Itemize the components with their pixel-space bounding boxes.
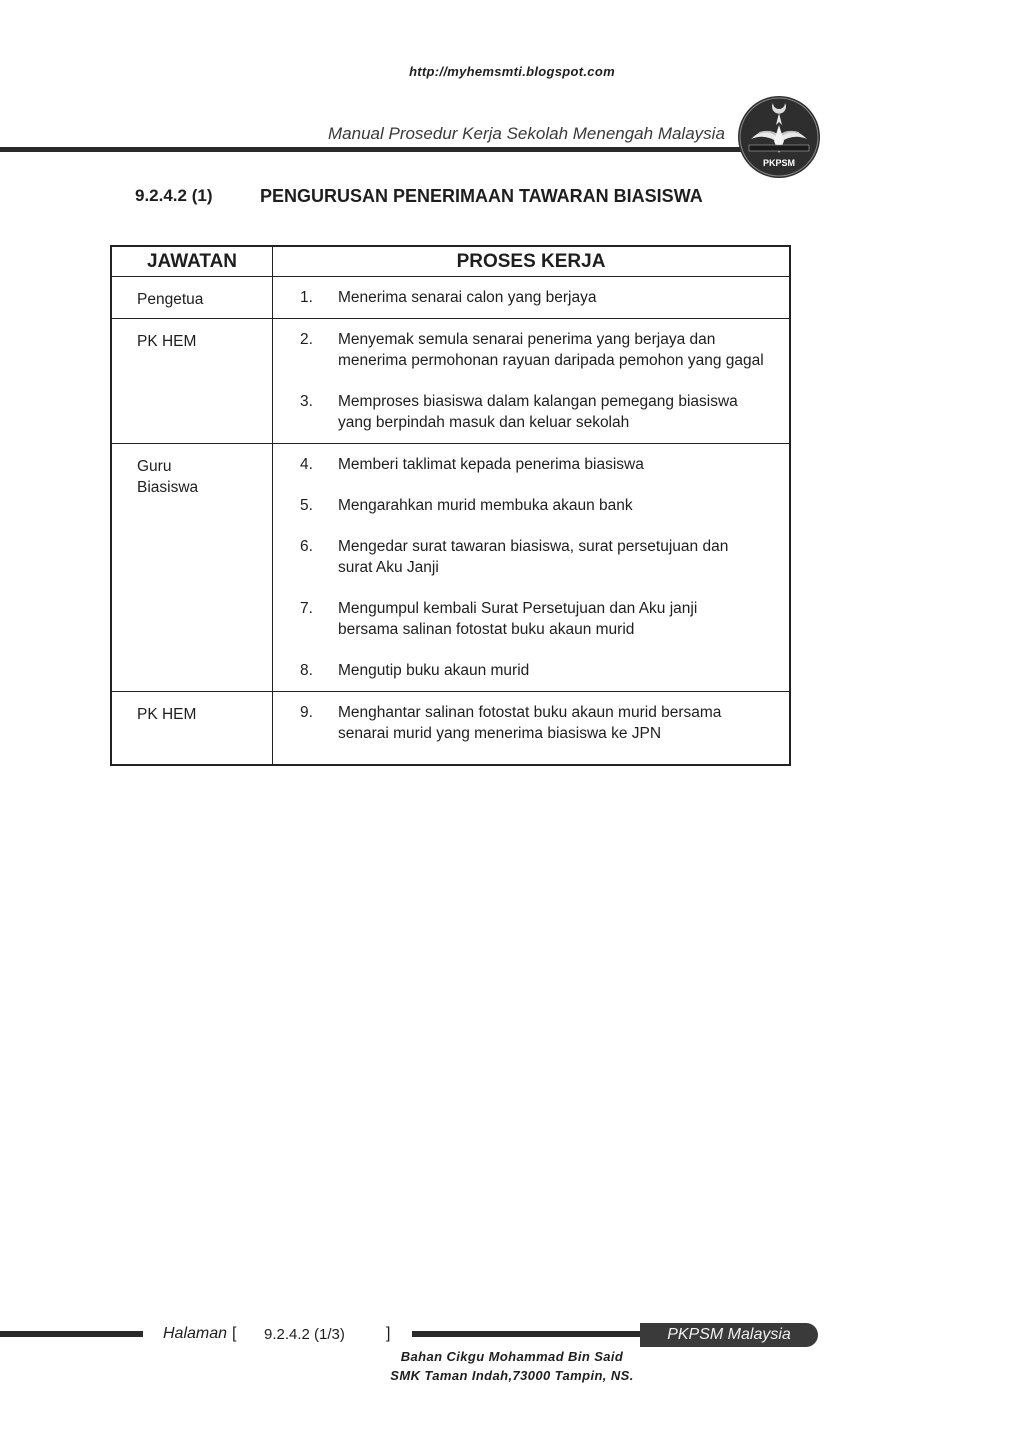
process-step <box>273 329 789 371</box>
footer-brand: PKPSM Malaysia <box>640 1323 818 1347</box>
step-line: Mengarahkan murid membuka akaun bank <box>338 497 633 514</box>
table-row <box>111 277 790 319</box>
step-line: yang berpindah masuk dan keluar sekolah <box>338 414 630 431</box>
pkpsm-logo <box>737 95 821 179</box>
footer-rule-left <box>0 1331 143 1337</box>
role-text <box>112 444 272 498</box>
table-row <box>111 444 790 692</box>
step-line: Menerima senarai calon yang berjaya <box>338 289 597 306</box>
step-text <box>338 454 778 475</box>
role-text <box>112 692 272 725</box>
step-line: senarai murid yang menerima biasiswa ke JPN <box>338 725 662 742</box>
header-rule <box>0 147 760 152</box>
table-header-row <box>111 246 790 277</box>
role-cell <box>111 692 273 766</box>
section-title: PENGURUSAN PENERIMAAN TAWARAN BIASISWA <box>260 186 703 206</box>
step-number: 1. <box>300 289 313 306</box>
page-bracket-open: [ <box>232 1325 237 1342</box>
step-text <box>338 660 778 681</box>
step-number: 7. <box>300 600 313 617</box>
credit-author: Bahan Cikgu Mohammad Bin Said <box>400 1349 624 1364</box>
page-bracket-close: ] <box>386 1325 391 1342</box>
step-line: Menghantar salinan fotostat buku akaun murid bersama <box>338 704 722 721</box>
step-number: 9. <box>300 704 313 721</box>
header-proses-kerja: PROSES KERJA <box>273 246 791 277</box>
role-line: PK HEM <box>137 333 197 350</box>
procedure-table <box>110 245 791 766</box>
role-line: Biasiswa <box>137 479 199 496</box>
step-number: 6. <box>300 538 313 555</box>
footer-rule-right <box>412 1331 652 1337</box>
step-line: Mengumpul kembali Surat Persetujuan dan Aku janji <box>338 600 698 617</box>
process-cell <box>273 277 791 319</box>
step-line: Memproses biasiswa dalam kalangan pemegang biasiswa <box>338 393 738 410</box>
step-text <box>338 536 778 578</box>
process-step <box>273 391 789 433</box>
process-step <box>273 287 789 308</box>
step-text <box>338 391 778 433</box>
table-row <box>111 692 790 766</box>
site-url: http://myhemsmti.blogspot.com <box>409 64 615 79</box>
header-jawatan: JAWATAN <box>111 246 273 277</box>
step-text <box>338 495 778 516</box>
step-number: 3. <box>300 393 313 410</box>
process-step <box>273 660 789 681</box>
role-text <box>112 277 272 310</box>
step-number: 8. <box>300 662 313 679</box>
table-row <box>111 319 790 444</box>
role-cell <box>111 444 273 692</box>
page-number: 9.2.4.2 (1/3) <box>264 1326 345 1343</box>
step-line: Mengedar surat tawaran biasiswa, surat persetujuan dan <box>338 538 729 555</box>
process-cell <box>273 692 791 766</box>
process-step <box>273 702 789 744</box>
process-cell <box>273 319 791 444</box>
logo-text: PKPSM <box>762 158 796 168</box>
credit-school: SMK Taman Indah,73000 Tampin, NS. <box>390 1368 634 1383</box>
step-line: menerima permohonan rayuan daripada pemohon yang gagal <box>338 352 764 369</box>
step-line: bersama salinan fotostat buku akaun murid <box>338 621 635 638</box>
step-text <box>338 329 778 371</box>
step-line: Menyemak semula senarai penerima yang berjaya dan <box>338 331 716 348</box>
process-cell <box>273 444 791 692</box>
step-text <box>338 287 778 308</box>
step-line: surat Aku Janji <box>338 559 439 576</box>
manual-title: Manual Prosedur Kerja Sekolah Menengah Malaysia <box>328 124 725 143</box>
process-step <box>273 495 789 516</box>
step-line: Mengutip buku akaun murid <box>338 662 530 679</box>
role-line: Guru <box>137 458 172 475</box>
step-number: 5. <box>300 497 313 514</box>
process-step <box>273 454 789 475</box>
step-text <box>338 702 778 744</box>
process-step <box>273 536 789 578</box>
role-cell <box>111 277 273 319</box>
step-text <box>338 598 778 640</box>
role-line: PK HEM <box>137 706 197 723</box>
page-label: Halaman <box>163 1325 228 1342</box>
step-number: 2. <box>300 331 313 348</box>
process-step <box>273 598 789 640</box>
role-cell <box>111 319 273 444</box>
section-number: 9.2.4.2 (1) <box>135 186 213 205</box>
step-number: 4. <box>300 456 313 473</box>
step-line: Memberi taklimat kepada penerima biasiswa <box>338 456 644 473</box>
role-line: Pengetua <box>137 291 204 308</box>
table-body <box>111 277 790 766</box>
role-text <box>112 319 272 352</box>
